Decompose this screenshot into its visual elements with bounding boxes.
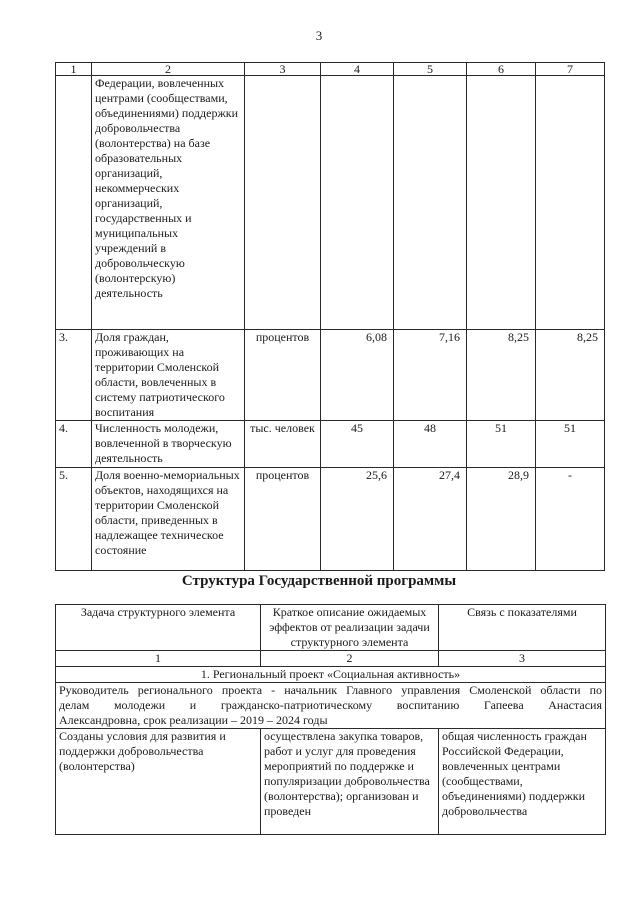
table-row	[56, 667, 606, 683]
value-cell: 8,25	[536, 330, 605, 421]
value-cell: 25,6	[321, 468, 394, 571]
column-number: 1	[56, 651, 261, 667]
indicator-name: Доля военно-мемориальных объектов, находящихся на территории Смоленской области, приведенных в надлежащее техническое состояние	[92, 468, 245, 571]
table-row	[56, 468, 605, 571]
table-row	[56, 76, 605, 330]
unit: тыс. человек	[245, 421, 321, 468]
column-number: 3	[439, 651, 606, 667]
value-cell: 51	[536, 421, 605, 468]
value-cell: 28,9	[467, 468, 536, 571]
value-cell: 8,25	[467, 330, 536, 421]
table-row	[56, 729, 606, 835]
column-number: 2	[92, 63, 245, 76]
indicator-name: Доля граждан, проживающих на территории Смоленской области, вовлеченных в систему патриотического воспитания	[92, 330, 245, 421]
column-number: 5	[394, 63, 467, 76]
row-number: 4.	[56, 421, 92, 468]
project-title: 1. Региональный проект «Социальная активность»	[56, 667, 606, 683]
table-header-row	[56, 63, 605, 76]
project-leader-line: Александровна, срок реализации – 2019 – 2024 годы	[59, 713, 328, 727]
page-number: 3	[315, 28, 323, 43]
column-number: 1	[56, 63, 92, 76]
row-number: 5.	[56, 468, 92, 571]
program-structure-table	[55, 604, 606, 835]
section-title: Структура Государственной программы	[181, 573, 457, 589]
column-number: 3	[245, 63, 321, 76]
table-row	[56, 330, 605, 421]
value-cell: 48	[394, 421, 467, 468]
value-cell: 7,16	[394, 330, 467, 421]
value-cell: -	[536, 468, 605, 571]
table-header-row	[56, 605, 606, 651]
value-cell: 6,08	[321, 330, 394, 421]
project-leader-line: Руководитель регионального проекта - начальник Главного управления Смоленской области по	[59, 683, 602, 697]
unit: процентов	[245, 468, 321, 571]
project-leader-line: делам молодежи и гражданско-патриотическому воспитанию Гапеева Анастасия	[59, 698, 602, 712]
column-header-indicators: Связь с показателями	[439, 605, 606, 651]
indicators-cell: общая численность граждан Российской Федерации, вовлеченных центрами (сообществами, объединениями) поддержки добровольчества	[439, 729, 606, 835]
column-number: 7	[536, 63, 605, 76]
task-cell: Созданы условия для развития и поддержки добровольчества (волонтерства)	[56, 729, 261, 835]
value-cell: 27,4	[394, 468, 467, 571]
project-leader	[56, 683, 606, 729]
effects-cell: осуществлена закупка товаров, работ и услуг для проведения мероприятий по поддержке и популяризации добровольчества (волонтерства); организован и проведен	[261, 729, 439, 835]
value-cell: 51	[467, 421, 536, 468]
table-number-row	[56, 651, 606, 667]
column-number: 6	[467, 63, 536, 76]
column-header-task: Задача структурного элемента	[56, 605, 261, 651]
table-row	[56, 421, 605, 468]
indicator-name-continued: Федерации, вовлеченных центрами (сообществами, объединениями) поддержки добровольчества (волонтерства) на базе образовательных организаций, некоммерческих организаций, государственных и муниципальных учреждений в добровольческую (волонтерскую) деятельность	[92, 76, 245, 330]
column-number: 2	[261, 651, 439, 667]
column-number: 4	[321, 63, 394, 76]
indicator-name: Численность молодежи, вовлеченной в творческую деятельность	[92, 421, 245, 468]
unit: процентов	[245, 330, 321, 421]
row-number: 3.	[56, 330, 92, 421]
value-cell: 45	[321, 421, 394, 468]
table-row	[56, 683, 606, 729]
indicators-table	[55, 62, 605, 571]
column-header-effects: Краткое описание ожидаемых эффектов от реализации задачи структурного элемента	[261, 605, 439, 651]
